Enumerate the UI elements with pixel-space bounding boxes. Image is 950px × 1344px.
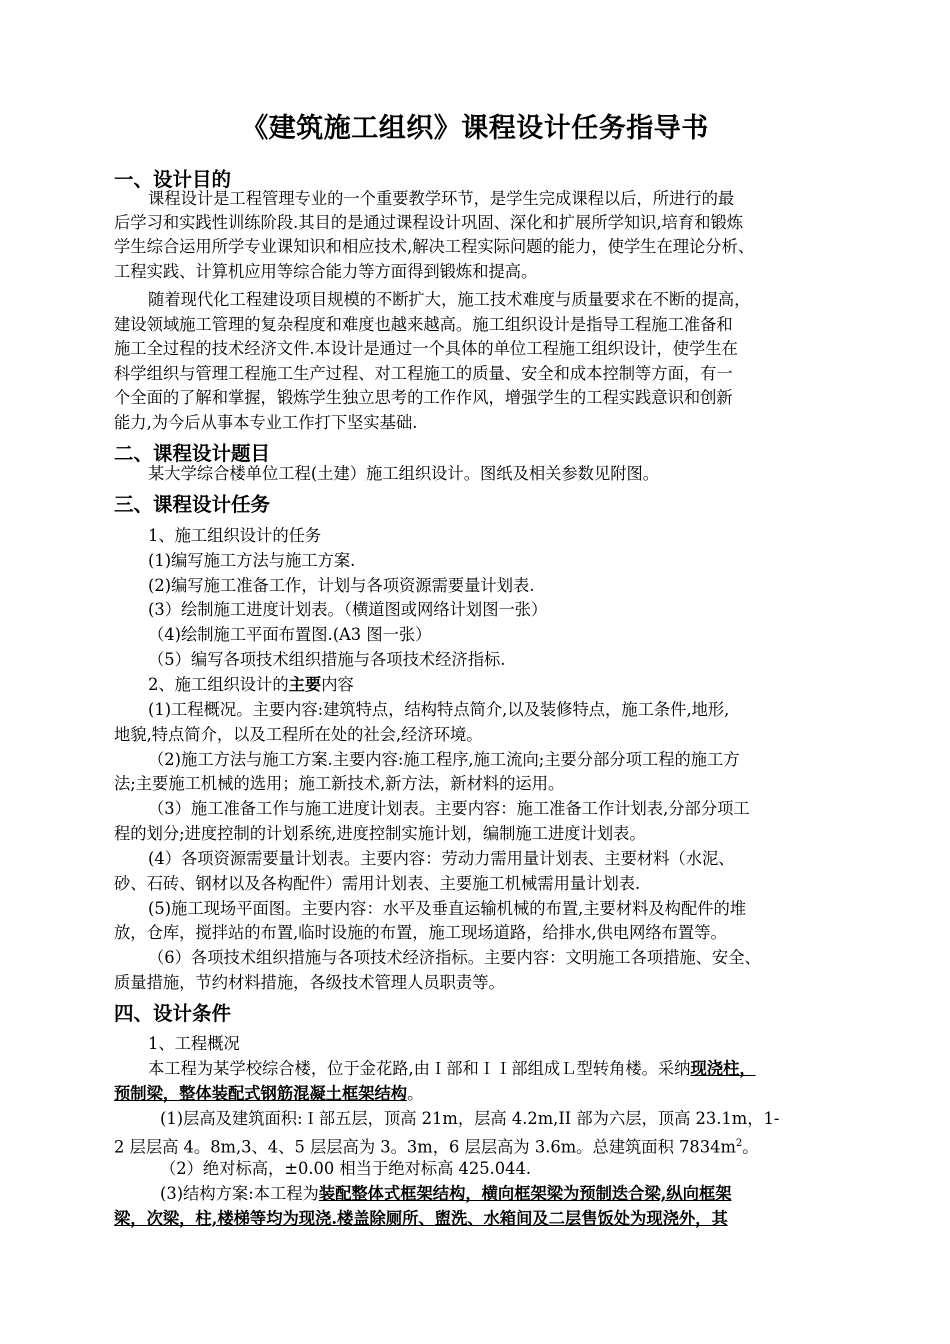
paragraph-line: 随着现代化工程建设项目规模的不断扩大，施工技术难度与质量要求在不断的提高， — [148, 290, 751, 309]
section-heading-conditions: 四、设计条件 — [114, 1002, 232, 1025]
text-run: (3)结构方案:本工程为 — [160, 1184, 319, 1203]
paragraph-line — [114, 1208, 728, 1230]
paragraph-line: 程的划分;进度控制的计划系统,进度控制实施计划，编制施工进度计划表。 — [114, 824, 646, 843]
paragraph-line: 建设领域施工管理的复杂程度和难度也越来越高。施工组织设计是指导工程施工准备和 — [114, 315, 733, 334]
paragraph-line: 某大学综合楼单位工程(土建）施工组织设计。图纸及相关参数见附图。 — [148, 464, 660, 483]
paragraph-line: (1)层高及建筑面积:Ｉ部五层，顶高 21m，层高 4.2m,II 部为六层，顶高 23.1m，1- — [160, 1109, 780, 1128]
list-item: (2)编写施工准备工作，计划与各项资源需要量计划表. — [148, 576, 535, 595]
underlined-text: 现浇柱， — [690, 1059, 756, 1078]
paragraph-line: 放，仓库，搅拌站的布置,临时设施的布置，施工现场道路，给排水,供电网络布置等。 — [114, 923, 727, 942]
paragraph-line — [114, 1133, 759, 1158]
paragraph-line: （2)施工方法与施工方案.主要内容:施工程序,施工流向;主要分部分项工程的施工方 — [148, 750, 740, 769]
paragraph-line: 能力,为今后从事本专业工作打下坚实基础. — [114, 413, 418, 432]
bold-text: 主要 — [288, 675, 322, 694]
list-item: (1)编写施工方法与施工方案. — [148, 551, 356, 570]
paragraph-line: 个全面的了解和掌握，锻炼学生独立思考的工作作风，增强学生的工程实践意识和创新 — [114, 388, 733, 407]
paragraph-line: (5)施工现场平面图。主要内容：水平及垂直运输机械的布置,主要材料及构配件的堆 — [148, 899, 747, 918]
document-title: 《建筑施工组织》课程设计任务指导书 — [241, 113, 709, 144]
underlined-text: 梁，次梁，柱,楼梯等均为现浇.楼盖除厕所、盥洗、水箱间及二层售饭处为现浇外，其 — [114, 1209, 728, 1228]
list-item: （5）编写各项技术组织措施与各项技术经济指标. — [148, 650, 506, 669]
paragraph-line: 后学习和实践性训练阶段.其目的是通过课程设计巩固、深化和扩展所学知识,培育和锻炼 — [114, 213, 744, 232]
section-heading-purpose: 一、设计目的 — [114, 168, 232, 191]
paragraph-line: （6）各项技术组织措施与各项技术经济指标。主要内容：文明施工各项措施、安全、 — [148, 948, 761, 967]
superscript: 2 — [735, 1138, 743, 1149]
paragraph-line — [114, 1083, 423, 1105]
paragraph-line: 地貌,特点简介，以及工程所在处的社会,经济环境。 — [114, 725, 483, 744]
section-heading-tasks: 三、课程设计任务 — [114, 493, 271, 516]
text-run: 2 层层高 4。8m,3、4、5 层层高为 3。3m，6 层层高为 3.6m。总建筑面积 7834m — [114, 1137, 736, 1157]
underlined-text: 装配整体式框架结构，横向框架梁为预制迭合梁,纵向框架 — [318, 1184, 732, 1203]
list-item: (3）绘制施工进度计划表。（横道图或网络计划图一张） — [148, 600, 548, 619]
paragraph-line — [160, 1183, 732, 1205]
text-run: 内容 — [321, 675, 354, 694]
paragraph-line: 课程设计是工程管理专业的一个重要教学环节，是学生完成课程以后，所进行的最 — [148, 189, 735, 208]
paragraph-line: 砂、石砖、钢材以及各构配件）需用计划表、主要施工机械需用量计划表. — [114, 874, 641, 893]
list-heading: 1、施工组织设计的任务 — [148, 526, 322, 545]
paragraph-line: 学生综合运用所学专业课知识和相应技术,解决工程实际问题的能力，使学生在理论分析、 — [114, 237, 755, 256]
paragraph-line: 质量措施，节约材料措施，各级技术管理人员职责等。 — [114, 973, 505, 992]
paragraph-line: (1)工程概况。主要内容:建筑特点，结构特点简介,以及装修特点，施工条件,地形, — [148, 700, 730, 719]
text-run: 。 — [742, 1137, 759, 1157]
paragraph-line — [148, 1058, 756, 1080]
paragraph-line: （2）绝对标高，±0.00 相当于绝对标高 425.044. — [160, 1159, 532, 1178]
paragraph-line: 科学组织与管理工程施工生产过程、对工程施工的质量、安全和成本控制等方面，有一 — [114, 364, 733, 383]
paragraph-line: （3）施工准备工作与施工进度计划表。主要内容：施工准备工作计划表,分部分项工 — [148, 799, 750, 818]
text-run: 。 — [407, 1084, 424, 1103]
paragraph-line: (4）各项资源需要量计划表。主要内容：劳动力需用量计划表、主要材料（水泥、 — [148, 849, 735, 868]
text-run: 2、施工组织设计的 — [148, 675, 289, 694]
list-heading: 1、工程概况 — [148, 1034, 240, 1053]
list-heading — [148, 674, 354, 696]
paragraph-line: 工程实践、计算机应用等综合能力等方面得到锻炼和提高。 — [114, 262, 538, 281]
paragraph-line: 法;主要施工机械的选用；施工新技术,新方法，新材料的运用。 — [114, 774, 565, 793]
section-heading-topic: 二、课程设计题目 — [114, 442, 271, 465]
underlined-text: 预制梁，整体装配式钢筋混凝土框架结构 — [114, 1084, 408, 1103]
list-item: （4)绘制施工平面布置图.(A3 图一张） — [148, 625, 432, 644]
paragraph-line: 施工全过程的技术经济文件.本设计是通过一个具体的单位工程施工组织设计，使学生在 — [114, 339, 738, 358]
text-run: 本工程为某学校综合楼，位于金花路,由Ｉ部和ＩＩ部组成Ｌ型转角楼。采纳 — [148, 1059, 691, 1078]
